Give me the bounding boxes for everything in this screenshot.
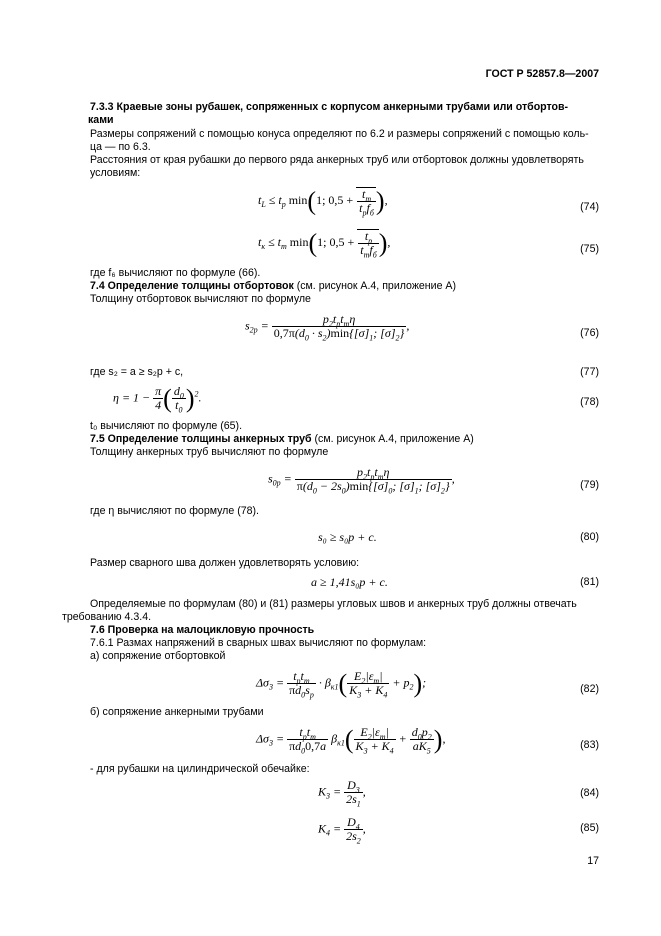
paragraph: где s₂ = a ≥ s₂р + c,	[90, 366, 184, 378]
section-733-title	[90, 101, 600, 127]
equation-76: $s_{2р}$ = $\frac{p_2t_рt_т\eta}{0,7\pi(d_0 \cdot s_2)\min\{[\sigma]_1; [\sigma]_2\}}$ ,	[245, 312, 410, 343]
equation-79: $s_{0р}$ = $\frac{p_2t_рt_т\eta}{\pi(d_0 - 2s_0)\min\{[\sigma]_0; [\sigma]_1; [\sigma]_2\}}$ ,	[268, 465, 455, 496]
eq74-lhs: t	[258, 192, 262, 207]
equation-number: (85)	[580, 822, 599, 834]
paragraph: - для рубашки на цилиндрической обечайке:	[90, 763, 310, 775]
equation-78: η = 1 − $\frac{\pi}{4}$ ( $\frac{d_0}{t_0}$ )$^2$.	[113, 384, 202, 415]
equation-number: (79)	[580, 479, 599, 491]
equation-80: s₀ ≥ s₀р + c.	[318, 530, 377, 544]
section-74-title: 7.4 Определение толщины отбортовок	[90, 280, 294, 292]
section-75-title: 7.5 Определение толщины анкерных труб	[90, 433, 312, 445]
equation-number: (82)	[580, 683, 599, 695]
equation-number: (78)	[580, 396, 599, 408]
equation-number: (75)	[580, 243, 599, 255]
equation-number: (76)	[580, 327, 599, 339]
equation-number: (84)	[580, 787, 599, 799]
paragraph: б) сопряжение анкерными трубами	[90, 706, 264, 718]
section-733-title-line2: ками	[88, 114, 114, 126]
section-75-ref: (см. рисунок А.4, приложение А)	[311, 433, 474, 445]
paragraph: требованию 4.3.4.	[62, 611, 152, 623]
paragraph: где η вычисляют по формуле (78).	[90, 505, 259, 517]
paragraph: а) сопряжение отбортовкой	[90, 650, 226, 662]
paragraph: Размер сварного шва должен удовлетворять условию:	[90, 557, 360, 569]
eq74-min: min	[288, 192, 308, 207]
equation-number: (83)	[580, 739, 599, 751]
section-733-title-line1: 7.3.3 Краевые зоны рубашек, сопряженных с корпусом анкерными трубами или отбортов-	[90, 101, 569, 113]
eq76-lhs: s	[245, 318, 250, 333]
paragraph: Толщину отбортовок вычисляют по формуле	[90, 293, 311, 305]
equation-number: (81)	[580, 576, 599, 588]
section-76-title: 7.6 Проверка на малоцикловую прочность	[90, 624, 315, 636]
paragraph: t₀ вычисляют по формуле (65).	[90, 420, 243, 432]
page-number: 17	[587, 855, 599, 867]
eq74-args: 1; 0,5 +	[316, 192, 354, 207]
paragraph: где f₆ вычисляют по формуле (66).	[90, 267, 261, 279]
paragraph: условиям:	[90, 167, 141, 179]
section-75-heading	[90, 433, 474, 446]
paragraph: ца — по 6.3.	[90, 141, 151, 153]
equation-84: $K_3$ = $\frac{D_3}{2s_1}$ ,	[318, 778, 366, 809]
paragraph: Расстояния от края рубашки до первого ряда анкерных труб или отбортовок должны удовлетворять	[90, 154, 584, 166]
equation-85: $K_4$ = $\frac{D_4}{2s_2}$ ,	[318, 815, 366, 846]
equation-number: (80)	[580, 531, 599, 543]
equation-75: $t_к \le t_т$ min(1; 0,5 + $\frac{t_р}{t_тf_б}$ ),	[258, 228, 391, 260]
paragraph: Толщину анкерных труб вычисляют по формуле	[90, 446, 329, 458]
section-74-ref: (см. рисунок А.4, приложение А)	[293, 280, 456, 292]
paragraph: Размеры сопряжений с помощью конуса определяют по 6.2 и размеры сопряжений с помощью коль-	[90, 128, 589, 140]
equation-83: $\Delta\sigma_3$ = $\frac{t_рt_т}{\pi d_00,7a}$ $\beta_{к1}$( $\frac{E_2|\varepsilon_т|}{K_3 + K_4}$ + $\frac{d_0p_2}{aK_5}$ ),	[256, 725, 446, 756]
paragraph: 7.6.1 Размах напряжений в сварных швах вычисляют по формулам:	[90, 637, 427, 649]
standard-number: ГОСТ Р 52857.8—2007	[485, 68, 599, 80]
equation-74: $t_L \le t_р$ min(1; 0,5 + $\frac{t_т}{t_рf_б}$ ),	[258, 186, 388, 218]
equation-number: (74)	[580, 201, 599, 213]
equation-number: (77)	[580, 366, 599, 378]
paragraph: Определяемые по формулам (80) и (81) размеры угловых швов и анкерных труб должны отвечать	[90, 598, 577, 610]
section-74-heading	[90, 280, 456, 293]
equation-82: $\Delta\sigma_3$ = $\frac{t_рt_т}{\pi d_0s_р}$ · $\beta_{к1}$( $\frac{E_2|\varepsilon_т|}{K_3 + K_4}$ + $p_2$);	[256, 669, 427, 700]
equation-81: a ≥ 1,41s₀р + c.	[311, 575, 388, 589]
